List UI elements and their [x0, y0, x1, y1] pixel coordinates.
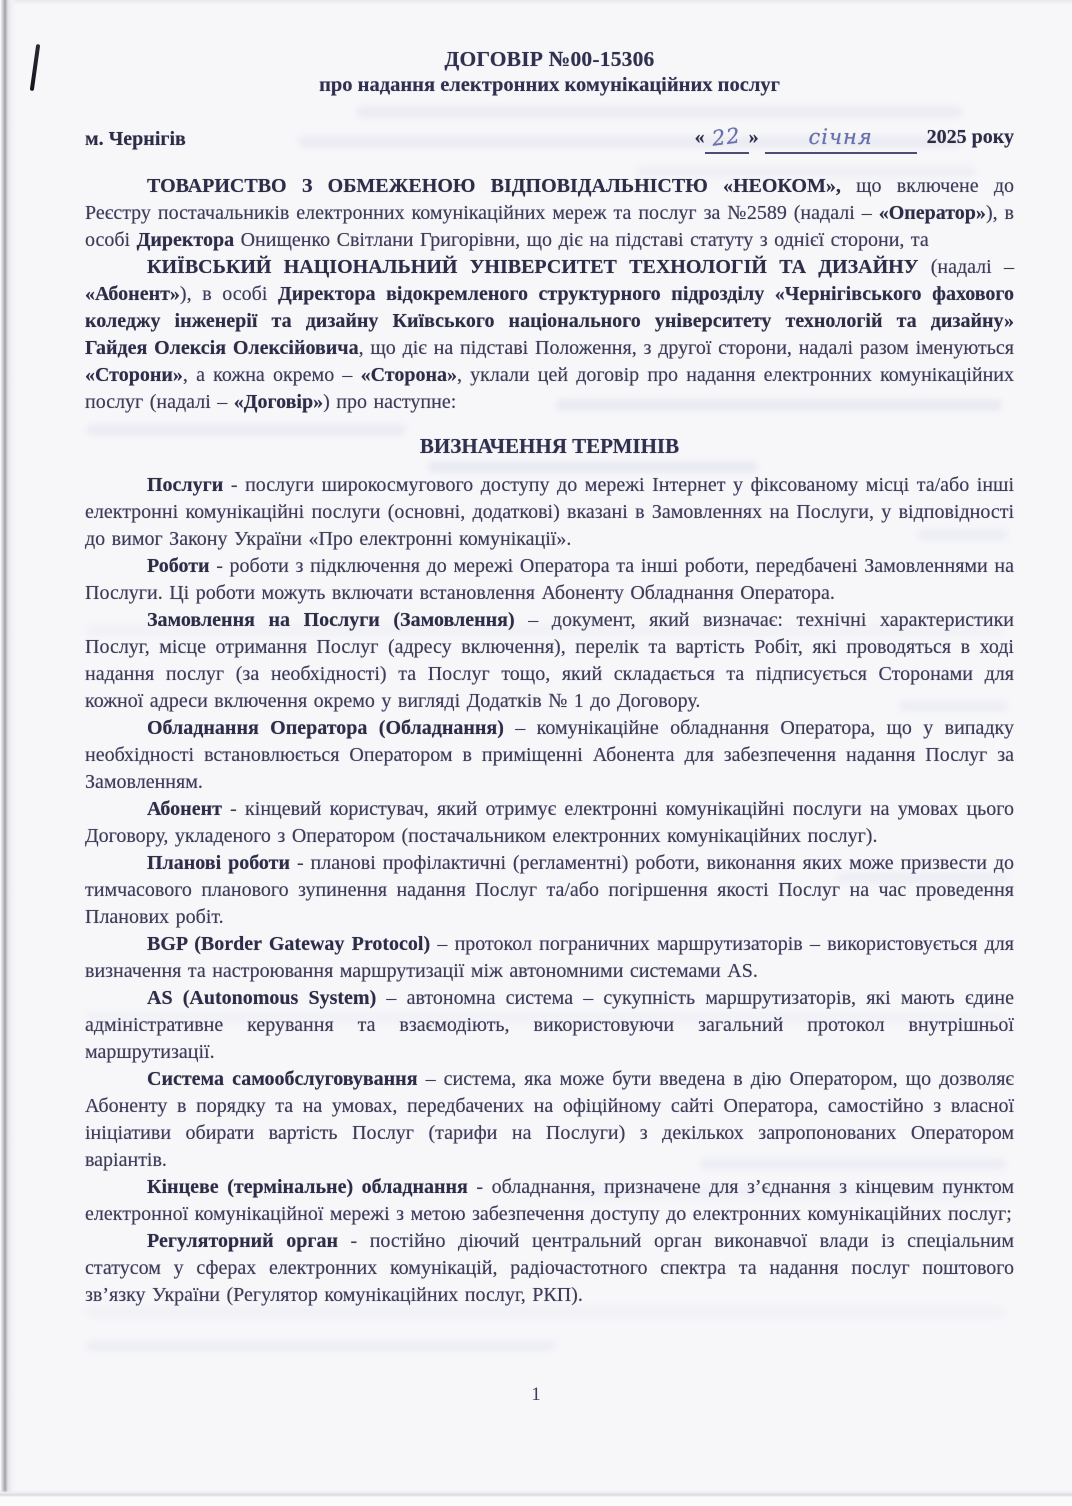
- contract-paragraph: AS (Autonomous System) – автономна система – сукупність маршрутизаторів, які мають єдине адміністративне керування та взаємодіють, використовуючи загальний протокол внутрішньої маршрутизації.: [85, 987, 1014, 1063]
- contract-paragraph: Роботи - роботи з підключення до мережі Оператора та інші роботи, передбачені Замовленнями на Послуги. Ці роботи можуть включати встановлення Абоненту Обладнання Оператора.: [85, 555, 1014, 604]
- section-heading-definitions: ВИЗНАЧЕННЯ ТЕРМІНІВ: [419, 434, 680, 458]
- city-label: м. Чернігів: [85, 128, 186, 150]
- handwritten-day: 22: [710, 123, 743, 151]
- contract-date: [695, 123, 1014, 153]
- contract-paragraph: ТОВАРИСТВО З ОБМЕЖЕНОЮ ВІДПОВІДАЛЬНІСТЮ «НЕОКОМ», що включене до Реєстру постачальників електронних комунікаційних мереж та послуг за №2589 (надалі – «Оператор»), в особі Директора Онищенко Світлани Григорівни, що діє на підставі статуту з однієї сторони, та: [85, 175, 1015, 251]
- date-year: 2025 року: [926, 126, 1014, 148]
- contract-paragraph: Обладнання Оператора (Обладнання) – комунікаційне обладнання Оператора, що у випадку необхідності встановлюється Оператором в приміщенні Абонента для забезпечення надання Послуг за Замовленням.: [85, 717, 1014, 793]
- contract-paragraph: Планові роботи - планові профілактичні (регламентні) роботи, виконання яких може призвести до тимчасового планового зупинення надання Послуг та/або погіршення якості Послуг на час проведення Планових робіт.: [85, 852, 1015, 928]
- pen-mark: [30, 44, 41, 91]
- contract-paragraph: Абонент - кінцевий користувач, який отримує електронні комунікаційні послуги на умовах цього Договору, укладеного з Оператором (постачальником електронних комунікаційних послуг).: [85, 798, 1014, 847]
- contract-content: [85, 46, 1014, 1309]
- contract-paragraph: Система самообслуговування – система, яка може бути введена в дію Оператором, що дозволяє Абоненту в порядку та на умовах, передбачених на офіційному сайті Оператора, самостійно з власної ініціативи обирати вартість Послуг (тарифи на Послуги) з декількох запропонованих Оператором варіантів.: [85, 1068, 1014, 1171]
- scan-edge-left: [0, 0, 16, 1492]
- date-day-underline: [705, 124, 749, 154]
- date-close-quote: »: [748, 126, 759, 148]
- bleedthrough-artifact: [86, 1340, 556, 1352]
- date-month-underline: [765, 124, 917, 154]
- page-number: 1: [531, 1384, 541, 1405]
- preamble-section: [85, 173, 1014, 416]
- handwritten-month: січня: [808, 125, 873, 149]
- definitions-section: [85, 472, 1014, 1309]
- contract-paragraph: Регуляторний орган - постійно діючий центральний орган виконавчої влади із спеціальним статусом у сферах електронних комунікацій, радіочастотного спектра та надання послуг поштового зв’язку України (Регулятор комунікаційних послуг, РКП).: [85, 1230, 1014, 1306]
- city-date-row: [85, 123, 1014, 153]
- contract-paragraph: BGP (Border Gateway Protocol) – протокол пограничних маршрутизаторів – використовується для визначення та настроювання маршрутизації між автономними системами AS.: [85, 933, 1014, 982]
- contract-subtitle: про надання електронних комунікаційних послуг: [319, 74, 780, 96]
- contract-paragraph: Послуги - послуги широкосмугового доступу до мережі Інтернет у фіксованому місці та/або інші електронні комунікаційні послуги (основні, додаткові) вказані в Замовленнях на Послуги, у відповідності до вимог Закону України «Про електронні комунікації».: [85, 474, 1014, 550]
- contract-paragraph: Кінцеве (термінальне) обладнання - обладнання, призначене для з’єднання з кінцевим пунктом електронної комунікаційної мережі з метою забезпечення доступу до електронних комунікаційних послуг;: [85, 1176, 1015, 1225]
- contract-paragraph: Замовлення на Послуги (Замовлення) – документ, який визначає: технічні характеристики Послуг, місце отримання Послуг (адресу включення), перелік та вартість Робіт, які проводяться в ході надання послуг (за необхідності) та Послуг тощо, який складається та підписується Сторонами для кожної адреси включення окремо у вигляді Додатків № 1 до Договору.: [85, 609, 1014, 712]
- date-open-quote: «: [694, 126, 705, 148]
- contract-title: ДОГОВІР №00-15306: [444, 47, 655, 71]
- scan-edge-bottom: [0, 1490, 1072, 1506]
- contract-paragraph: КИЇВСЬКИЙ НАЦІОНАЛЬНИЙ УНІВЕРСИТЕТ ТЕХНОЛОГІЙ ТА ДИЗАЙНУ (надалі – «Абонент»), в особі Директора відокремленого структурного підрозділу «Чернігівського фахового коледжу інженерії та дизайну Київського національного університету технологій та дизайну» Гайдея Олексія Олексійовича, що діє на підставі Положення, з другої сторони, надалі разом іменуються «Сторони», а кожна окремо – «Сторона», уклали цей договір про надання електронних комунікаційних послуг (надалі – «Договір») про наступне:: [85, 256, 1015, 413]
- scan-edge-top: [0, 0, 1072, 5]
